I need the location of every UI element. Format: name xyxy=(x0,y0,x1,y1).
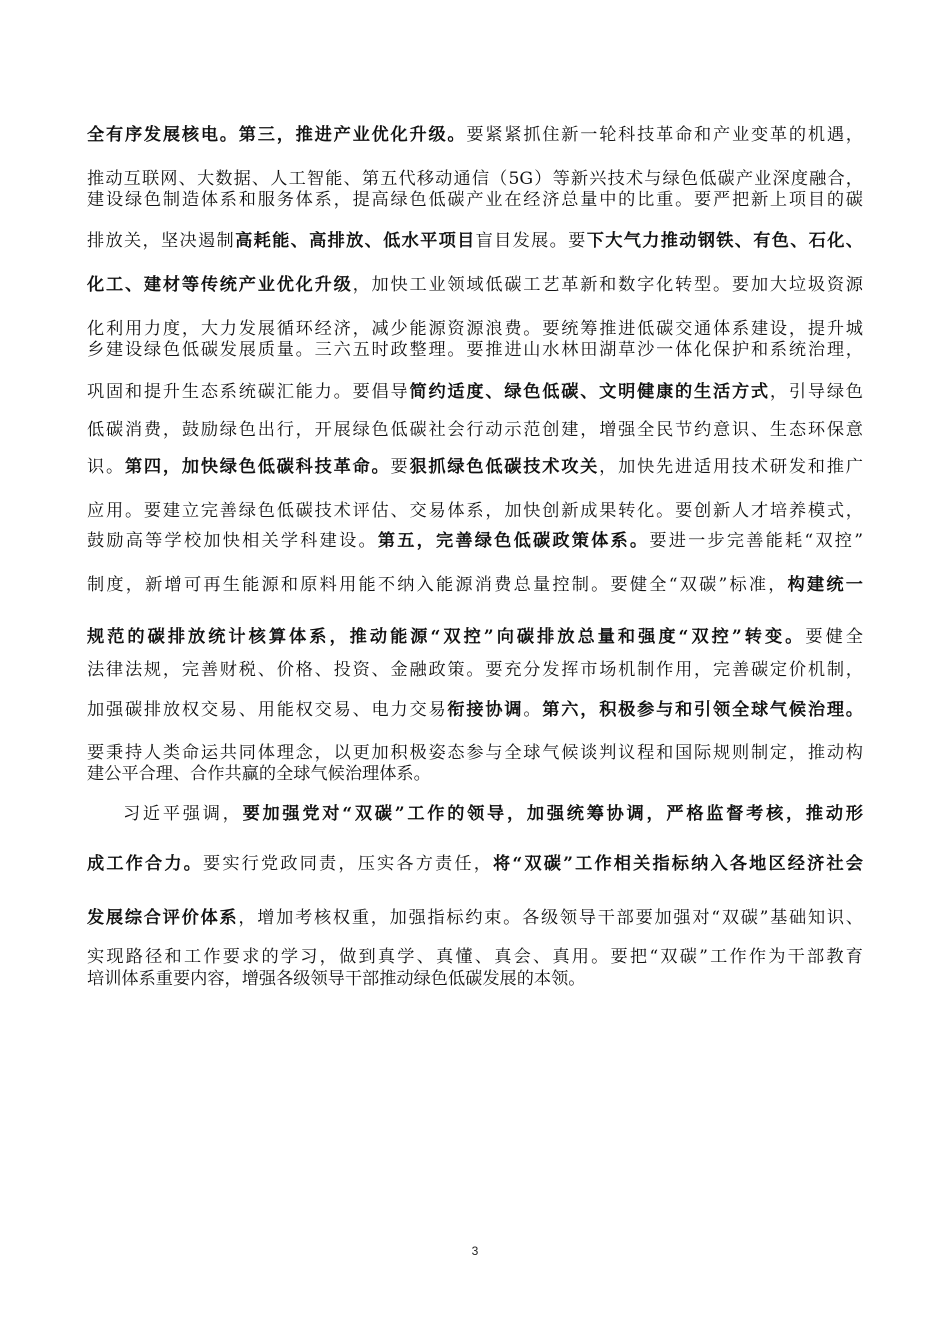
text-line xyxy=(87,698,863,722)
bold-text-run: 发展综合评价体系 xyxy=(87,908,239,928)
text-run: 排放关，坚决遏制 xyxy=(87,231,236,251)
text-line xyxy=(123,802,863,826)
text-line xyxy=(87,418,863,442)
bold-text-run: 第三，推进产业优化升级。 xyxy=(238,125,467,145)
text-line xyxy=(87,229,863,253)
text-run: 识。 xyxy=(87,457,125,477)
text-line xyxy=(87,967,863,991)
text-line xyxy=(87,945,863,969)
bold-text-run: 将“双碳”工作相关指标纳入各地区经济社会 xyxy=(493,854,863,874)
text-line xyxy=(87,499,863,523)
text-run: ，增加考核权重，加强指标约束。各级领导干部要加强对“双碳”基础知识、 xyxy=(238,908,863,928)
text-run: ，加快先进适用技术研发和推广 xyxy=(599,457,863,477)
text-run: 推动互联网、大数据、人工智能、第五代移动通信（5G）等新兴技术与绿色低碳产业深度融合， xyxy=(87,169,863,189)
text-run: 法律法规，完善财税、价格、投资、金融政策。要充分发挥市场机制作用，完善碳定价机制， xyxy=(87,660,863,680)
bold-text-run: 第五，完善绿色低碳政策体系。 xyxy=(377,531,650,551)
text-line xyxy=(87,188,863,212)
text-line xyxy=(87,762,863,786)
text-run: 要健全 xyxy=(805,627,863,647)
text-run: 要实行党政同责，压实各方责任， xyxy=(203,854,494,874)
text-run: 化利用力度，大力发展循环经济，减少能源资源浪费。要统筹推进低碳交通体系建设，提升城 xyxy=(87,319,863,339)
text-line xyxy=(87,658,863,682)
bold-text-run: 狠抓绿色低碳技术攻关 xyxy=(409,457,600,477)
bold-text-run: 要加强党对“双碳”工作的领导，加强统筹协调，严格监督考核，推动形 xyxy=(242,804,863,824)
text-run: 要 xyxy=(390,457,410,477)
text-line xyxy=(87,123,863,147)
text-run: 建公平合理、合作共赢的全球气候治理体系。 xyxy=(87,764,431,784)
text-run: ，引导绿色 xyxy=(769,382,863,402)
page-number: 3 xyxy=(471,1244,479,1258)
bold-text-run: 第六，积极参与和引领全球气候治理。 xyxy=(542,700,863,720)
text-line xyxy=(87,852,863,876)
bold-text-run: 下大气力推动钢铁、有色、石化、 xyxy=(586,231,863,251)
text-run: 加强碳排放权交易、用能权交易、电力交易 xyxy=(87,700,448,720)
bold-text-run: 成工作合力。 xyxy=(87,854,204,874)
text-line xyxy=(87,338,863,362)
text-run: 实现路径和工作要求的学习，做到真学、真懂、真会、真用。要把“双碳”工作作为干部教育 xyxy=(87,947,863,967)
text-run: 要紧紧抓住新一轮科技革命和产业变革的机遇， xyxy=(466,125,863,145)
text-run: 乡建设绿色低碳发展质量。三六五时政整理。要推进山水林田湖草沙一体化保护和系统治理， xyxy=(87,340,863,360)
bold-text-run: 简约适度、绿色低碳、文明健康的生活方式 xyxy=(409,382,770,402)
bold-text-run: 第四，加快绿色低碳科技革命。 xyxy=(124,457,391,477)
text-run: 鼓励高等学校加快相关学科建设。 xyxy=(87,531,378,551)
bold-text-run: 全有序发展核电。 xyxy=(87,125,239,145)
text-run: 要秉持人类命运共同体理念，以更加积极姿态参与全球气候谈判议程和国际规则制定，推动构 xyxy=(87,743,863,763)
text-line xyxy=(87,625,863,649)
bold-text-run: 化工、建材等传统产业优化升级 xyxy=(87,275,353,295)
text-line xyxy=(87,573,863,597)
text-line xyxy=(87,455,863,479)
text-run: 要进一步完善能耗“双控” xyxy=(649,531,863,551)
text-run: 建设绿色制造体系和服务体系，提高绿色低碳产业在经济总量中的比重。要严把新上项目的碳 xyxy=(87,190,863,210)
text-run: 应用。要建立完善绿色低碳技术评估、交易体系，加快创新成果转化。要创新人才培养模式， xyxy=(87,501,863,521)
text-line xyxy=(87,380,863,404)
bold-text-run: 衔接协调 xyxy=(447,700,524,720)
text-line xyxy=(87,906,863,930)
text-run: 培训体系重要内容，增强各级领导干部推动绿色低碳发展的本领。 xyxy=(87,969,586,989)
text-line xyxy=(87,273,863,297)
text-run: 。 xyxy=(523,700,543,720)
text-line xyxy=(87,529,863,553)
bold-text-run: 规范的碳排放统计核算体系，推动能源“双控”向碳排放总量和强度“双控”转变。 xyxy=(87,627,806,647)
text-run: 巩固和提升生态系统碳汇能力。要倡导 xyxy=(87,382,410,402)
text-run: ，加快工业领域低碳工艺革新和数字化转型。要加大垃圾资源 xyxy=(352,275,863,295)
text-run: 低碳消费，鼓励绿色出行，开展绿色低碳社会行动示范创建，增强全民节约意识、生态环保意 xyxy=(87,420,863,440)
bold-text-run: 高耗能、高排放、低水平项目 xyxy=(235,231,476,251)
bold-text-run: 构建统一 xyxy=(787,575,863,595)
text-run: 习近平强调， xyxy=(123,804,243,824)
text-run: 盲目发展。要 xyxy=(475,231,587,251)
text-run: 制度，新增可再生能源和原料用能不纳入能源消费总量控制。要健全“双碳”标准， xyxy=(87,575,788,595)
